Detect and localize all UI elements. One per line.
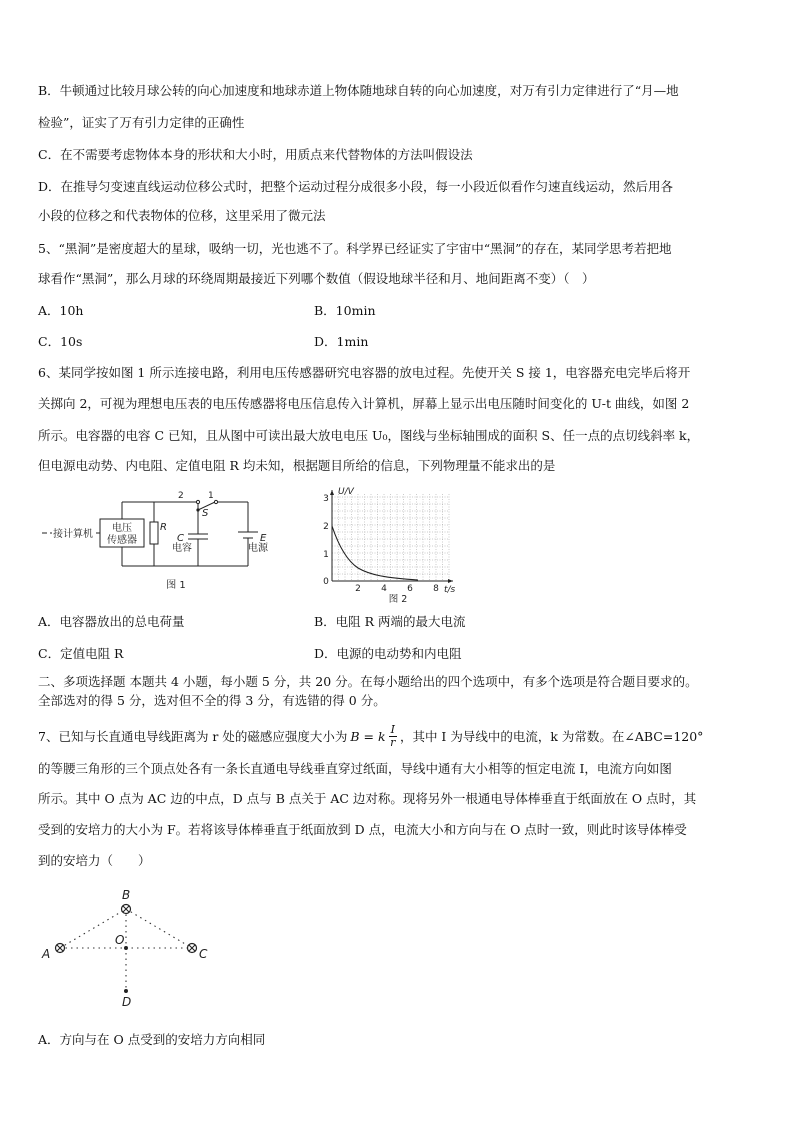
label-a: A bbox=[42, 947, 51, 961]
fig2-ytick-1: 1 bbox=[323, 550, 329, 560]
fig2-xtick-8: 8 bbox=[433, 584, 439, 594]
q6-option-a: A．电容器放出的总电荷量 bbox=[38, 614, 185, 629]
section-2-heading-line1: 二、多项选择题 本题共 4 小题，每小题 5 分，共 20 分。在每小题给出的四个选项中，有多个选项是符合题目要求的。 bbox=[38, 674, 698, 689]
point-d bbox=[124, 989, 128, 993]
fig1-capacitor-label: C bbox=[177, 533, 184, 544]
wire-a-symbol bbox=[56, 944, 65, 953]
q7-stem-line4: 受到的安培力的大小为 F。若将该导体棒垂直于纸面放到 D 点，电流大小和方向与在 O 点时一致，则此时该导体棒受 bbox=[38, 822, 687, 837]
figure-3-wires bbox=[36, 886, 226, 1011]
q4-option-d-line2: 小段的位移之和代表物体的位移，这里采用了微元法 bbox=[38, 208, 326, 223]
q4-option-b-line2: 检验”，证实了万有引力定律的正确性 bbox=[38, 115, 245, 130]
fig2-ytick-2: 2 bbox=[323, 522, 329, 532]
q6-stem-line4: 但电源电动势、内电阻、定值电阻 R 均未知，根据题目所给的信息，下列物理量不能求出的是 bbox=[38, 458, 556, 473]
q4-option-b-line1: B．牛顿通过比较月球公转的向心加速度和地球赤道上物体随地球自转的向心加速度，对万有引力定律进行了“月—地 bbox=[38, 83, 679, 98]
fig1-source-text: 电源 bbox=[248, 543, 268, 554]
fig1-computer-label: 接计算机 bbox=[53, 529, 93, 540]
label-d: D bbox=[122, 995, 132, 1009]
q7-formula-numerator: I bbox=[390, 723, 395, 736]
figure-1-circuit bbox=[38, 490, 288, 600]
fig1-switch-label: S bbox=[202, 508, 209, 519]
q5-option-c: C．10s bbox=[38, 334, 83, 349]
q6-option-d: D．电源的电动势和内电阻 bbox=[314, 646, 462, 661]
q7-stem-post: ，其中 I 为导线中的电流，k 为常数。在∠ABC=120° bbox=[399, 728, 704, 744]
fig2-xtick-2: 2 bbox=[355, 584, 361, 594]
q6-stem-line1: 6、某同学按如图 1 所示连接电路，利用电压传感器研究电容器的放电过程。先使开关 S 接 1，电容器充电完毕后将开 bbox=[38, 365, 691, 380]
q7-stem-pre: 7、已知与长直通电导线距离为 r 处的磁感应强度大小为 bbox=[38, 728, 348, 744]
fig2-y-axis-label: U/V bbox=[338, 487, 354, 497]
fig1-resistor-label: R bbox=[160, 522, 167, 533]
fig1-sensor-label-1: 电压 bbox=[112, 523, 132, 534]
label-b: B bbox=[122, 888, 131, 902]
fig2-ytick-0: 0 bbox=[323, 577, 329, 587]
q6-option-c: C．定值电阻 R bbox=[38, 646, 124, 661]
q5-stem-line2: 球看作“黑洞”，那么月球的环绕周期最接近下列哪个数值（假设地球半径和月、地间距离不变）（ ） bbox=[38, 271, 595, 286]
q5-option-b: B．10min bbox=[314, 303, 376, 318]
q6-stem-line3: 所示。电容器的电容 C 已知，且从图中可读出最大放电电压 U₀，图线与坐标轴围成的面积 S、任一点的点切线斜率 k， bbox=[38, 428, 700, 443]
q7-formula bbox=[350, 724, 397, 749]
fig1-capacitor-text: 电容 bbox=[172, 543, 192, 554]
wire-b-symbol bbox=[122, 905, 131, 914]
fig2-xtick-4: 4 bbox=[381, 584, 387, 594]
point-o bbox=[124, 946, 128, 950]
fig2-ytick-3: 3 bbox=[323, 494, 329, 504]
fig2-caption: 图 2 bbox=[388, 594, 408, 605]
q7-option-a: A．方向与在 O 点受到的安培力方向相同 bbox=[38, 1032, 266, 1047]
q5-option-d: D．1min bbox=[314, 334, 369, 349]
fig1-caption: 图 1 bbox=[166, 580, 186, 591]
q4-option-d-line1: D．在推导匀变速直线运动位移公式时，把整个运动过程分成很多小段，每一小段近似看作匀速直线运动，然后用各 bbox=[38, 179, 674, 194]
fig2-xtick-6: 6 bbox=[407, 584, 413, 594]
q5-stem-line1: 5、“黑洞”是密度超大的星球，吸纳一切，光也逃不了。科学界已经证实了宇宙中“黑洞”的存在，某同学思考若把地 bbox=[38, 241, 672, 256]
q7-formula-lhs: B = k bbox=[350, 728, 386, 744]
q6-option-b: B．电阻 R 两端的最大电流 bbox=[314, 614, 466, 629]
figure-2-graph bbox=[318, 484, 468, 606]
q7-stem-line1 bbox=[38, 724, 703, 749]
section-2-heading-line2: 全部选对的得 5 分，选对但不全的得 3 分，有选错的得 0 分。 bbox=[38, 693, 386, 708]
label-c: C bbox=[199, 947, 208, 961]
fig1-terminal-1: 1 bbox=[208, 491, 214, 501]
fig1-source-symbol: E bbox=[260, 533, 267, 544]
wire-c-symbol bbox=[188, 944, 197, 953]
q5-option-a: A．10h bbox=[38, 303, 84, 318]
q4-option-c: C．在不需要考虑物体本身的形状和大小时，用质点来代替物体的方法叫假设法 bbox=[38, 147, 473, 162]
fig1-terminal-2: 2 bbox=[178, 491, 184, 501]
q7-stem-line5: 到的安培力（ ） bbox=[38, 853, 151, 868]
q7-formula-denominator: r bbox=[390, 736, 396, 749]
fig2-x-axis-label: t/s bbox=[444, 585, 456, 595]
q7-stem-line3: 所示。其中 O 点为 AC 边的中点，D 点与 B 点关于 AC 边对称。现将另外一根通电导体棒垂直于纸面放在 O 点时，其 bbox=[38, 791, 697, 806]
q6-stem-line2: 关掷向 2，可视为理想电压表的电压传感器将电压信息传入计算机，屏幕上显示出电压随时间变化的 U-t 曲线，如图 2 bbox=[38, 396, 690, 411]
q7-stem-line2: 的等腰三角形的三个顶点处各有一条长直通电导线垂直穿过纸面，导线中通有大小相等的恒定电流 I，电流方向如图 bbox=[38, 761, 672, 776]
fig1-sensor-label-2: 传感器 bbox=[107, 535, 137, 546]
label-o: O bbox=[115, 933, 125, 947]
